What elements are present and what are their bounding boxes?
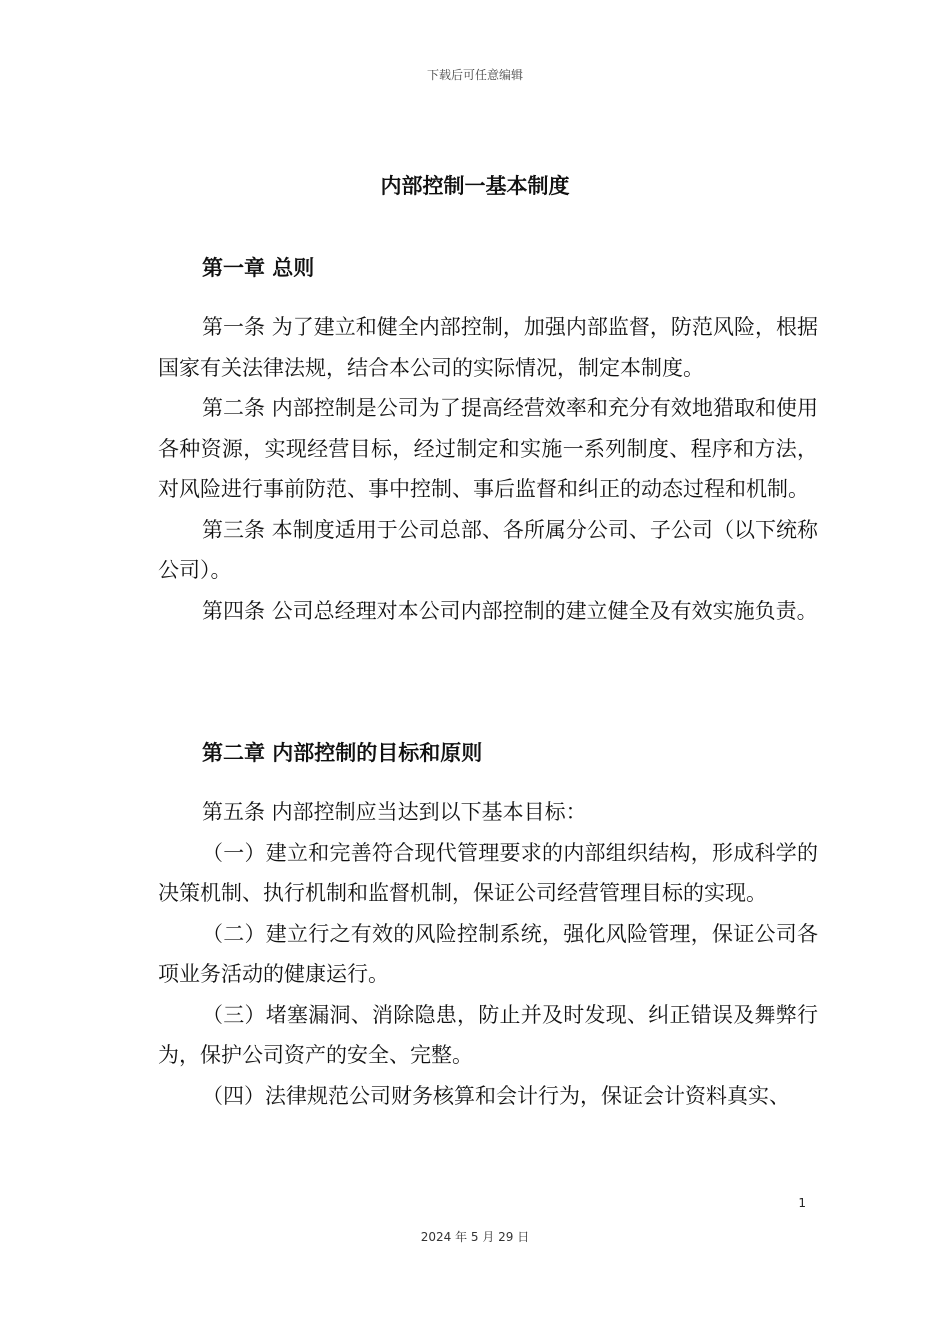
- article-5: 第五条 内部控制应当达到以下基本目标：: [202, 800, 587, 824]
- article-4: 第四条 公司总经理对本公司内部控制的建立健全及有效实施负责。: [202, 598, 818, 623]
- article-3: 第三条 本制度适用于公司总部、各所属分公司、子公司（以下统称公司）。: [158, 517, 818, 582]
- chapter-1-heading: 第一章 总则: [202, 256, 315, 280]
- chapter-1-articles: [158, 307, 818, 631]
- document-title: 内部控制一基本制度: [380, 174, 570, 198]
- objective-2: （二）建立行之有效的风险控制系统，强化风险管理，保证公司各项业务活动的健康运行。: [158, 921, 818, 986]
- chapter-1-heading-block: [158, 248, 818, 289]
- chapter-2-heading: 第二章 内部控制的目标和原则: [202, 741, 483, 765]
- objective-1: （一）建立和完善符合现代管理要求的内部组织结构，形成科学的决策机制、执行机制和监督机制，保证公司经营管理目标的实现。: [158, 840, 818, 905]
- page-number: 1: [798, 1196, 806, 1210]
- article-1: 第一条 为了建立和健全内部控制，加强内部监督，防范风险，根据国家有关法律法规，结合本公司的实际情况，制定本制度。: [158, 315, 818, 380]
- chapter-2-articles: [158, 792, 818, 1116]
- chapter-2-heading-block: [158, 733, 818, 774]
- objective-3: （三）堵塞漏洞、消除隐患，防止并及时发现、纠正错误及舞弊行为，保护公司资产的安全、完整。: [158, 1002, 818, 1067]
- footer-date: 2024 年 5 月 29 日: [420, 1230, 530, 1244]
- article-2: 第二条 内部控制是公司为了提高经营效率和充分有效地猎取和使用各种资源，实现经营目标，经过制定和实施一系列制度、程序和方法，对风险进行事前防范、事中控制、事后监督和纠正的动态过程和机制。: [158, 396, 818, 501]
- objective-4: （四）法律规范公司财务核算和会计行为，保证会计资料真实、: [202, 1083, 790, 1108]
- header-note: 下载后可任意编辑: [426, 68, 523, 82]
